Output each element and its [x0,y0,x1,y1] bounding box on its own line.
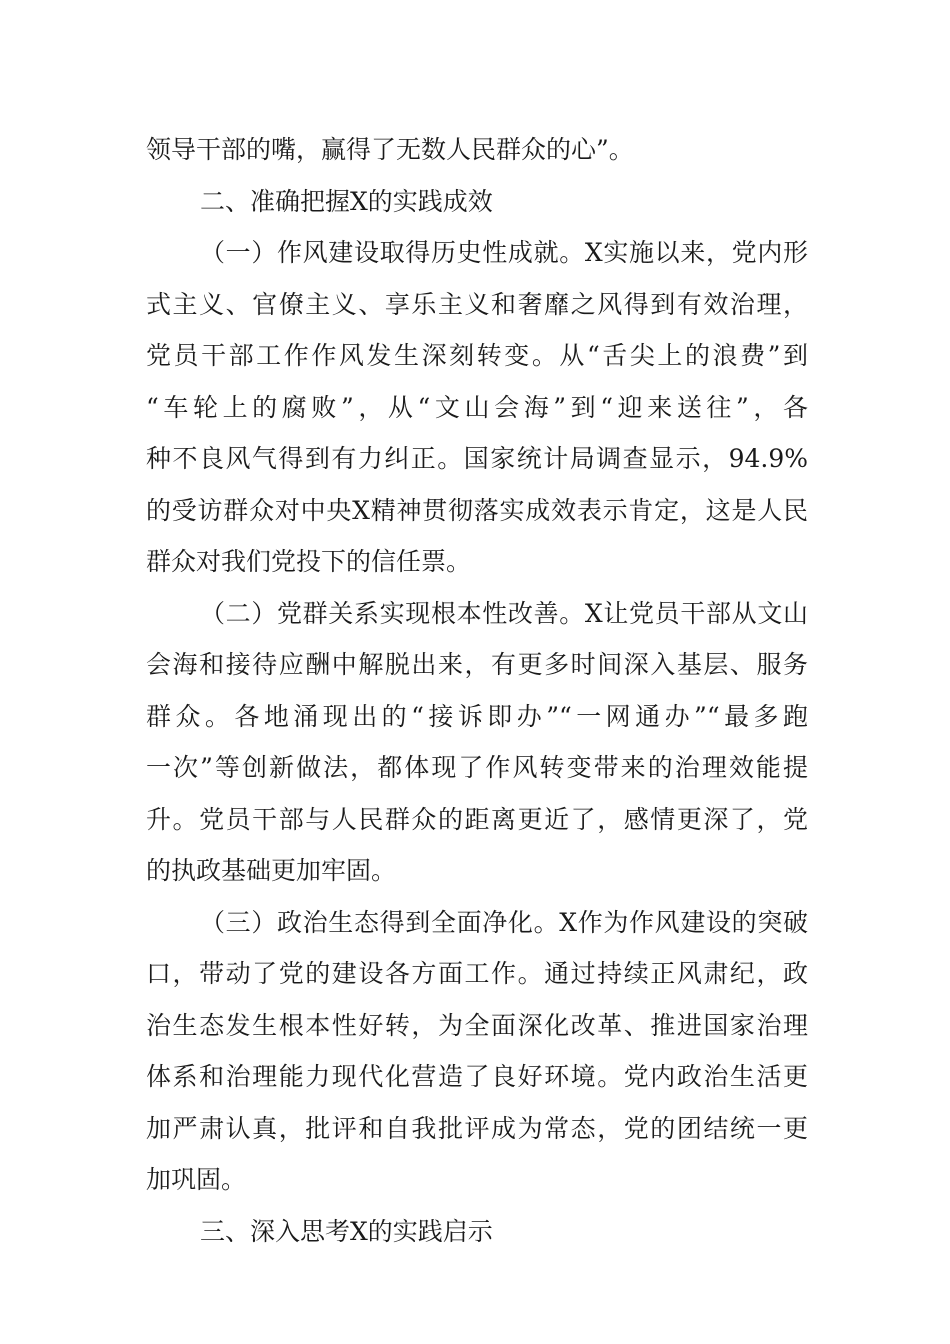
paragraph-line: 种不良风气得到有力纠正。国家统计局调查显示，94.9% [146,444,808,473]
paragraph-line: 加严肃认真，批评和自我批评成为常态，党的团结统一更 [146,1113,808,1143]
section-heading-2: 二、准确把握X的实践成效 [200,186,493,216]
paragraph-line: 式主义、官僚主义、享乐主义和奢靡之风得到有效治理， [146,289,808,319]
paragraph-line: 的受访群众对中央X精神贯彻落实成效表示肯定，这是人民 [146,495,808,525]
paragraph-line: 升。党员干部与人民群众的距离更近了，感情更深了，党 [146,804,808,834]
paragraph-line: 一次”等创新做法，都体现了作风转变带来的治理效能提 [146,753,808,782]
paragraph-line: 体系和治理能力现代化营造了良好环境。党内政治生活更 [146,1062,808,1091]
paragraph-line: 领导干部的嘴，赢得了无数人民群众的心”。 [146,135,634,164]
paragraph-line: 会海和接待应酬中解脱出来，有更多时间深入基层、服务 [146,650,808,679]
paragraph-line: 加巩固。 [146,1165,247,1194]
paragraph-line: （三）政治生态得到全面净化。X作为作风建设的突破 [200,907,808,937]
document-body [146,124,808,1257]
paragraph-line: 群众对我们党投下的信任票。 [146,547,472,576]
paragraph-line: 的执政基础更加牢固。 [146,856,397,885]
section-heading-3: 三、深入思考X的实践启示 [200,1216,493,1246]
paragraph-line: “车轮上的腐败”，从“文山会海”到“迎来送往”，各 [146,392,808,422]
paragraph-line: 党员干部工作作风发生深刻转变。从“舌尖上的浪费”到 [146,341,808,370]
paragraph-line: （二）党群关系实现根本性改善。X让党员干部从文山 [200,598,808,628]
paragraph-line: 口，带动了党的建设各方面工作。通过持续正风肃纪，政 [146,959,808,988]
paragraph-line: 治生态发生根本性好转，为全面深化改革、推进国家治理 [146,1010,808,1040]
paragraph-line: （一）作风建设取得历史性成就。X实施以来，党内形 [200,238,808,267]
paragraph-line: 群众。各地涌现出的“接诉即办”“一网通办”“最多跑 [146,701,808,731]
